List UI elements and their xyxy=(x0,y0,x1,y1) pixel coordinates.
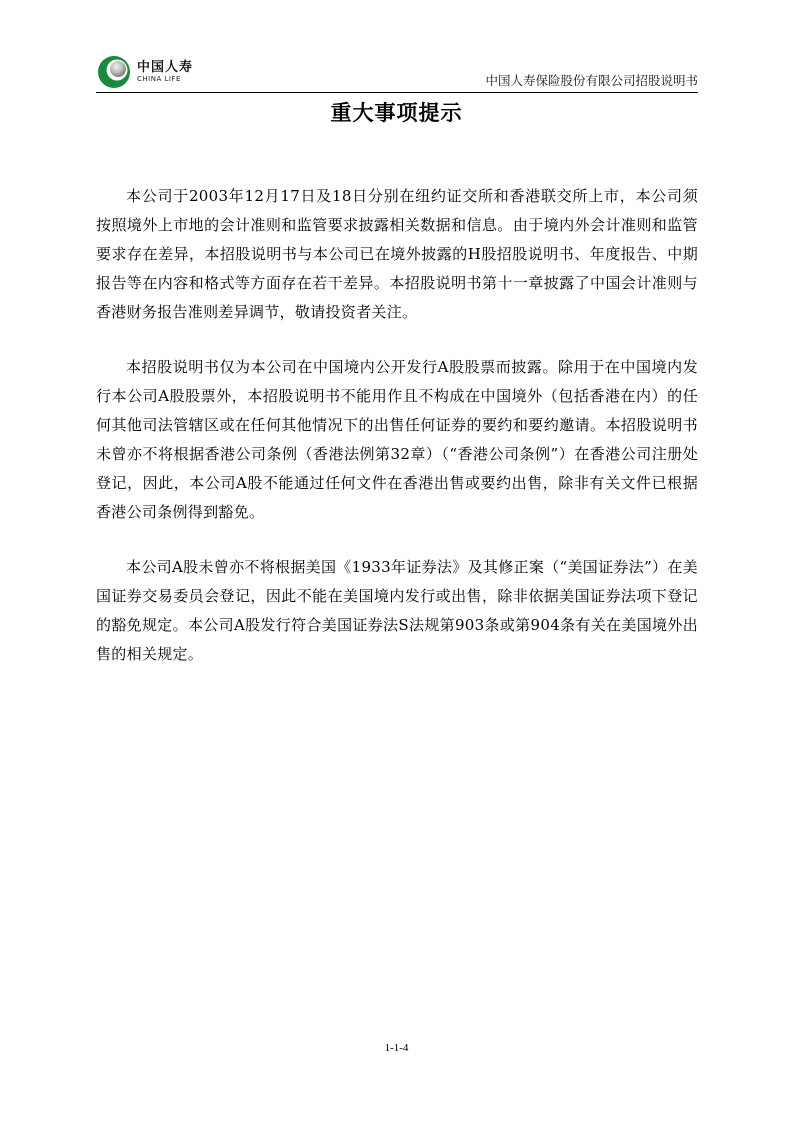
page-number: 1-1-4 xyxy=(384,1042,409,1054)
page-title: 重大事项提示 xyxy=(330,101,463,125)
paragraph-a-share-offering: 本招股说明书仅为本公司在中国境内公开发行A股股票而披露。除用于在中国境内发行本公司A股股票外，本招股说明书不能用作且不构成在中国境外（包括香港在内）的任何其他司法管辖区或在任何其他情况下的出售任何证券的要约和要约邀请。本招股说明书未曾亦不将根据香港公司条例（香港法例第32章）（“香港公司条例”）在香港公司注册处登记，因此，本公司A股不能通过任何文件在香港出售或要约出售，除非有关文件已根据香港公司条例得到豁免。 xyxy=(96,358,698,521)
document-title: 中国人寿保险股份有限公司招股说明书 xyxy=(485,73,698,88)
china-life-logo-icon xyxy=(96,54,132,90)
logo-english-text: CHINA LIFE xyxy=(137,75,181,83)
logo-chinese-text: 中国人寿 xyxy=(137,60,194,75)
paragraph-us-securities-act: 本公司A股未曾亦不将根据美国《1933年证券法》及其修正案（“美国证券法”）在美国证券交易委员会登记，因此不能在美国境内发行或出售，除非依据美国证券法项下登记的豁免规定。本公司A股发行符合美国证券法S法规第903条或第904条有关在美国境外出售的相关规定。 xyxy=(96,558,698,663)
paragraph-listing-disclosure: 本公司于2003年12月17日及18日分别在纽约证交所和香港联交所上市，本公司须按照境外上市地的会计准则和监管要求披露相关数据和信息。由于境内外会计准则和监管要求存在差异，本招股说明书与本公司已在境外披露的H股招股说明书、年度报告、中期报告等在内容和格式等方面存在若干差异。本招股说明书第十一章披露了中国会计准则与香港财务报告准则差异调节，敬请投资者关注。 xyxy=(96,187,698,321)
page-header xyxy=(96,52,698,93)
body-text xyxy=(96,182,698,695)
china-life-logo xyxy=(96,54,193,90)
